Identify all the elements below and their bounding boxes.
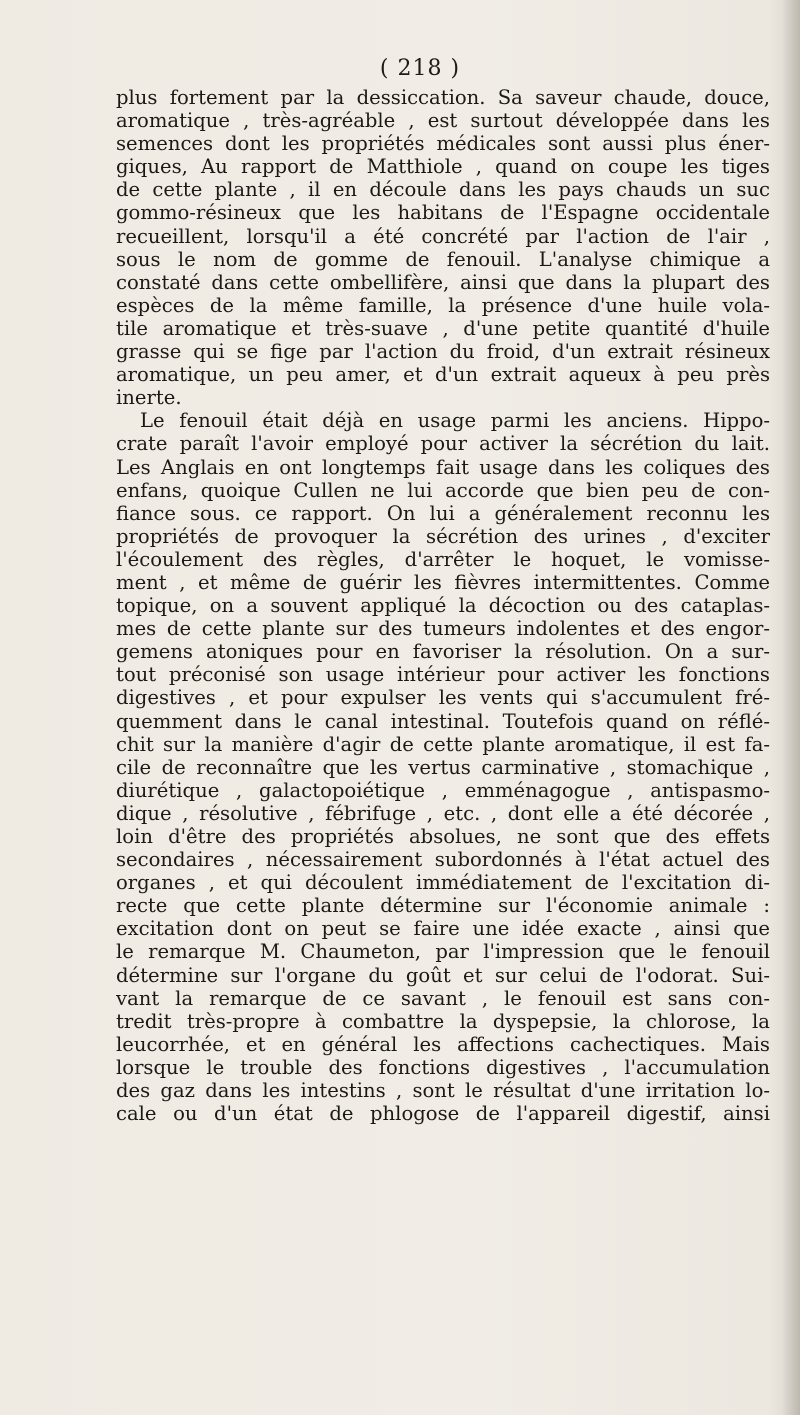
text-line: tredit très-propre à combattre la dyspepsie, la chlorose, la (116, 1009, 770, 1033)
text-line: topique, on a souvent appliqué la décoction ou des cataplas- (116, 594, 770, 618)
text-line: des gaz dans les intestins , sont le résultat d'une irritation lo- (116, 1079, 770, 1103)
text-line: gommo-résineux que les habitans de l'Espagne occidentale (116, 201, 770, 225)
text-line: constaté dans cette ombellifère, ainsi que dans la plupart des (116, 270, 770, 294)
text-line: plus fortement par la dessiccation. Sa saveur chaude, douce, (116, 86, 770, 109)
text-line: digestives , et pour expulser les vents qui s'accumulent fré- (116, 686, 770, 710)
text-line: secondaires , nécessairement subordonnés à l'état actuel des (116, 848, 770, 872)
text-line: cile de reconnaître que les vertus carminative , stomachique , (116, 755, 770, 779)
text-line: chit sur la manière d'agir de cette plante aromatique, il est fa- (116, 732, 770, 756)
text-line: détermine sur l'organe du goût et sur celui de l'odorat. Sui- (116, 963, 770, 987)
text-line: grasse qui se fige par l'action du froid, d'un extrait résineux (116, 340, 770, 364)
text-line: excitation dont on peut se faire une idée exacte , ainsi que (116, 917, 770, 941)
text-line: vant la remarque de ce savant , le fenouil est sans con- (116, 986, 770, 1010)
text-line: aromatique, un peu amer, et d'un extrait aqueux à peu près (116, 363, 770, 387)
text-line: leucorrhée, et en général les affections cachectiques. Mais (116, 1032, 770, 1056)
text-line: tout préconisé son usage intérieur pour activer les fonctions (116, 663, 770, 687)
text-line: ment , et même de guérir les fièvres intermittentes. Comme (116, 570, 770, 594)
page-edge-shadow (782, 0, 800, 1415)
text-line: aromatique , très-agréable , est surtout développée dans les (116, 109, 770, 133)
text-line: espèces de la même famille, la présence d'une huile vola- (116, 293, 770, 317)
text-line: recte que cette plante détermine sur l'économie animale : (116, 894, 770, 918)
text-line: diurétique , galactopoiétique , emménagogue , antispasmo- (116, 778, 770, 802)
text-line: Le fenouil était déjà en usage parmi les anciens. Hippo- (140, 409, 770, 433)
text-line: Les Anglais en ont longtemps fait usage dans les coliques des (116, 455, 770, 479)
text-line: propriétés de provoquer la sécrétion des urines , d'exciter (116, 524, 770, 548)
text-line: giques, Au rapport de Matthiole , quand on coupe les tiges (116, 155, 770, 179)
text-line: enfans, quoique Cullen ne lui accorde que bien peu de con- (116, 478, 770, 502)
page-number: ( 218 ) (379, 56, 461, 81)
text-line: tile aromatique et très-suave , d'une petite quantité d'huile (116, 316, 770, 340)
text-line: cale ou d'un état de phlogose de l'appareil digestif, ainsi (116, 1102, 770, 1126)
text-line: sous le nom de gomme de fenouil. L'analyse chimique a (116, 247, 770, 271)
text-line: dique , résolutive , fébrifuge , etc. , dont elle a été décorée , (116, 801, 770, 825)
text-line: quemment dans le canal intestinal. Toutefois quand on réflé- (116, 709, 770, 733)
text-line: inerte. (116, 386, 182, 410)
text-line: l'écoulement des règles, d'arrêter le hoquet, le vomisse- (116, 547, 770, 571)
text-line: fiance sous. ce rapport. On lui a généralement reconnu les (116, 501, 770, 525)
text-line: semences dont les propriétés médicales sont aussi plus éner- (116, 132, 770, 156)
text-line: recueillent, lorsqu'il a été concrété par l'action de l'air , (116, 224, 770, 248)
text-line: crate paraît l'avoir employé pour activer la sécrétion du lait. (116, 432, 770, 456)
body-text (116, 86, 770, 1125)
text-line: gemens atoniques pour en favoriser la résolution. On a sur- (116, 640, 770, 664)
text-line: loin d'être des propriétés absolues, ne sont que des effets (116, 825, 770, 848)
text-line: mes de cette plante sur des tumeurs indolentes et des engor- (116, 617, 770, 641)
text-line: le remarque M. Chaumeton, par l'impression que le fenouil (116, 940, 770, 964)
text-line: de cette plante , il en découle dans les pays chauds un suc (116, 178, 770, 202)
text-line: organes , et qui découlent immédiatement de l'excitation di- (116, 871, 770, 895)
text-line: lorsque le trouble des fonctions digestives , l'accumulation (116, 1055, 770, 1079)
